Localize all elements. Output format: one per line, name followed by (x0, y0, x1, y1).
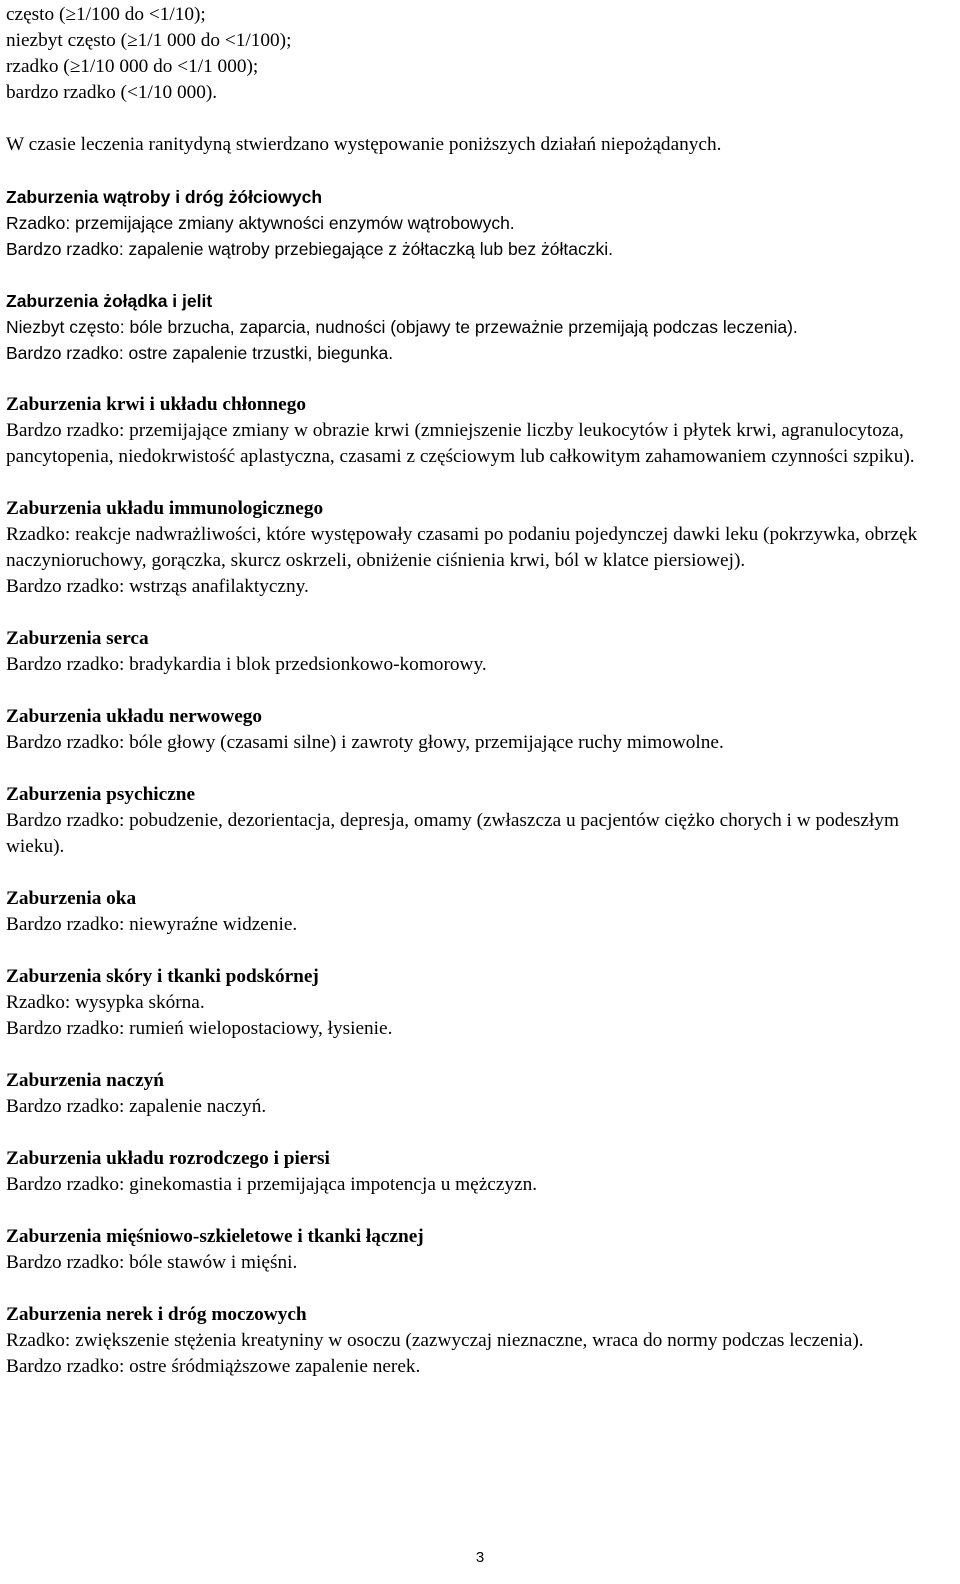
section-text: Bardzo rzadko: ostre śródmiąższowe zapalenie nerek. (6, 1356, 421, 1377)
frequency-line: bardzo rzadko (<1/10 000). (6, 82, 218, 103)
section-text: Rzadko: wysypka skórna. (6, 992, 205, 1013)
section-text: Rzadko: przemijające zmiany aktywności enzymów wątrobowych. (6, 213, 515, 233)
section-text: Bardzo rzadko: bóle głowy (czasami silne) i zawroty głowy, przemijające ruchy mimowolne. (6, 732, 724, 753)
section-text: Bardzo rzadko: niewyraźne widzenie. (6, 914, 298, 935)
section-heading-blood: Zaburzenia krwi i układu chłonnego (6, 394, 306, 415)
section-text: Rzadko: reakcje nadwrażliwości, które występowały czasami po podaniu pojedynczej dawki leku (pokrzywka, obrzęk naczynioruchowy, gorączka, skurcz oskrzeli, obniżenie ciśnienia krwi, ból w klatce piersiowej). (6, 524, 918, 571)
section-heading-eye: Zaburzenia oka (6, 888, 137, 909)
section-text: Bardzo rzadko: zapalenie naczyń. (6, 1096, 267, 1117)
section-text: Bardzo rzadko: wstrząs anafilaktyczny. (6, 576, 309, 597)
section-heading-vascular: Zaburzenia naczyń (6, 1070, 165, 1091)
intro-text: W czasie leczenia ranitydyną stwierdzano występowanie poniższych działań niepożądanych. (6, 134, 722, 155)
section-heading-renal: Zaburzenia nerek i dróg moczowych (6, 1304, 307, 1325)
section-heading-reproductive: Zaburzenia układu rozrodczego i piersi (6, 1148, 330, 1169)
page-number: 3 (475, 1549, 485, 1566)
frequency-line: rzadko (≥1/10 000 do <1/1 000); (6, 56, 259, 77)
section-heading-heart: Zaburzenia serca (6, 628, 149, 649)
section-text: Bardzo rzadko: rumień wielopostaciowy, łysienie. (6, 1018, 393, 1039)
section-text: Niezbyt często: bóle brzucha, zaparcia, nudności (objawy te przeważnie przemijają podczas leczenia). (6, 317, 798, 337)
frequency-line: często (≥1/100 do <1/10); (6, 4, 206, 25)
section-text: Bardzo rzadko: bóle stawów i mięśni. (6, 1252, 298, 1273)
section-heading-gastro: Zaburzenia żołądka i jelit (6, 291, 213, 311)
section-heading-psychiatric: Zaburzenia psychiczne (6, 784, 196, 805)
document-page (6, 2, 946, 1380)
section-text: Bardzo rzadko: zapalenie wątroby przebiegające z żółtaczką lub bez żółtaczki. (6, 239, 613, 259)
section-text: Bardzo rzadko: przemijające zmiany w obrazie krwi (zmniejszenie liczby leukocytów i płytek krwi, agranulocytoza, pancytopenia, niedokrwistość aplastyczna, czasami z częściowym lub całkowitym zahamowaniem czynności szpiku). (6, 420, 915, 467)
section-text: Bardzo rzadko: bradykardia i blok przedsionkowo-komorowy. (6, 654, 487, 675)
section-text: Rzadko: zwiększenie stężenia kreatyniny w osoczu (zazwyczaj nieznaczne, wraca do normy podczas leczenia). (6, 1330, 864, 1351)
section-text: Bardzo rzadko: ginekomastia i przemijająca impotencja u mężczyzn. (6, 1174, 538, 1195)
section-heading-nervous: Zaburzenia układu nerwowego (6, 706, 263, 727)
section-heading-liver: Zaburzenia wątroby i dróg żółciowych (6, 187, 323, 207)
section-heading-musculoskeletal: Zaburzenia mięśniowo-szkieletowe i tkanki łącznej (6, 1226, 424, 1247)
section-heading-skin: Zaburzenia skóry i tkanki podskórnej (6, 966, 319, 987)
section-heading-immune: Zaburzenia układu immunologicznego (6, 498, 324, 519)
section-text: Bardzo rzadko: pobudzenie, dezorientacja, depresja, omamy (zwłaszcza u pacjentów ciężko chorych i w podeszłym wieku). (6, 810, 899, 857)
frequency-line: niezbyt często (≥1/1 000 do <1/100); (6, 30, 292, 51)
section-text: Bardzo rzadko: ostre zapalenie trzustki, biegunka. (6, 343, 394, 363)
